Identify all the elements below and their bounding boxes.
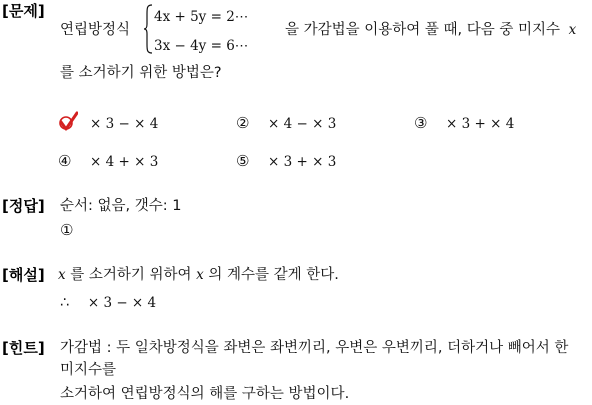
equation-2: 3x − 4y = 6⋯ bbox=[154, 38, 249, 54]
hint-tag: [힌트] bbox=[2, 339, 45, 357]
problem-variable-x: x bbox=[568, 22, 577, 38]
explanation-formula: × 3 − × 4 bbox=[87, 295, 157, 311]
explanation-line2 bbox=[60, 295, 156, 312]
selected-checkmark-icon bbox=[58, 111, 78, 133]
explanation-variable-x-2: x bbox=[196, 267, 204, 283]
answer-tag: [정답] bbox=[2, 197, 45, 215]
option-5-text: × 3 + × 3 bbox=[268, 154, 337, 170]
explanation-line1 bbox=[58, 267, 339, 284]
explanation-text-mid: 를 소거하기 위하여 bbox=[70, 267, 192, 283]
equation-1: 4x + 5y = 2⋯ bbox=[154, 9, 249, 25]
problem-question-main: 을 가감법을 이용하여 풀 때, 다음 중 미지수 bbox=[285, 22, 560, 38]
option-2-marker: ② bbox=[236, 114, 250, 132]
therefore-symbol: ∴ bbox=[60, 295, 70, 311]
system-brace-icon bbox=[143, 4, 153, 54]
answer-choice: ① bbox=[60, 221, 74, 239]
explanation-variable-x: x bbox=[58, 267, 66, 283]
hint-line3: 소거하여 연립방정식의 해를 구하는 방법이다. bbox=[60, 386, 350, 402]
option-1-text: × 3 − × 4 bbox=[90, 116, 159, 132]
problem-intro-text: 연립방정식 bbox=[60, 22, 131, 38]
answer-summary: 순서: 없음, 갯수: 1 bbox=[60, 198, 182, 214]
option-3-marker: ③ bbox=[414, 114, 428, 132]
problem-question-text bbox=[285, 22, 576, 39]
hint-line1: 가감법 : 두 일차방정식을 좌변은 좌변끼리, 우변은 우변끼리, 더하거나 빼어서 한 bbox=[60, 340, 569, 356]
problem-question-line2: 를 소거하기 위한 방법은? bbox=[60, 65, 222, 81]
option-5-marker: ⑤ bbox=[236, 152, 250, 170]
explanation-tag: [해설] bbox=[2, 266, 45, 284]
option-2-text: × 4 − × 3 bbox=[268, 116, 337, 132]
option-3-text: × 3 + × 4 bbox=[446, 116, 515, 132]
explanation-text-end: 의 계수를 같게 한다. bbox=[208, 267, 339, 283]
problem-tag: [문제] bbox=[2, 2, 45, 20]
option-4-marker: ④ bbox=[58, 152, 72, 170]
hint-line2: 미지수를 bbox=[60, 362, 117, 378]
option-4-text: × 4 + × 3 bbox=[90, 154, 159, 170]
